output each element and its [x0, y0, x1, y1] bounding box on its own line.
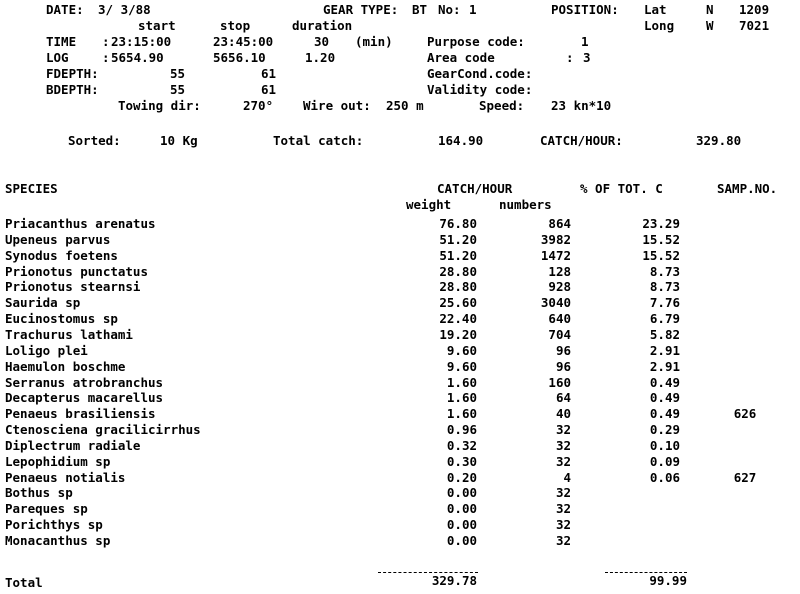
numbers-cell: 32 — [555, 533, 571, 548]
numbers-cell: 96 — [555, 342, 571, 358]
log-colon: : — [102, 50, 110, 65]
catch-hour-label: CATCH/HOUR: — [540, 133, 623, 148]
samp-no-cell: 627 — [733, 469, 757, 485]
weight-cell: 0.00 — [446, 485, 477, 501]
pct-cell: 7.76 — [649, 295, 680, 311]
weight-cell: 28.80 — [439, 263, 477, 279]
numbers-cell: 864 — [548, 216, 571, 231]
weight-cell: 0.96 — [446, 422, 477, 437]
log-label: LOG — [46, 50, 69, 65]
species-name: Pareques sp — [5, 501, 88, 517]
species-name: Prionotus punctatus — [5, 263, 148, 279]
species-name: Trachurus lathami — [5, 326, 133, 342]
total-catch-value: 164.90 — [438, 133, 484, 148]
total-pct: 99.99 — [649, 573, 687, 588]
gearcond-label: GearCond.code: — [427, 66, 533, 81]
date-value: 3/ 3/88 — [98, 2, 151, 17]
pct-cell: 0.10 — [649, 437, 680, 453]
area-colon: : — [566, 50, 574, 65]
pct-cell: 0.49 — [649, 390, 680, 406]
species-name: Ctenosciena gracilicirrhus — [5, 422, 201, 437]
log-start: 5654.90 — [111, 50, 164, 65]
numbers-cell: 32 — [555, 501, 571, 517]
species-column-header: SPECIES — [5, 181, 58, 196]
weight-cell: 9.60 — [446, 358, 477, 374]
pct-cell: 0.49 — [649, 406, 680, 422]
pct-cell: 6.79 — [649, 311, 680, 327]
weight-cell: 1.60 — [446, 390, 477, 406]
weight-subheader: weight — [406, 197, 452, 212]
bdepth-start: 55 — [170, 82, 186, 97]
area-value: 3 — [583, 50, 591, 65]
gear-type-label: GEAR TYPE: — [323, 2, 399, 17]
weight-cell: 19.20 — [439, 326, 477, 342]
samp-no-column-header: SAMP.NO. — [717, 181, 778, 196]
pct-cell: 23.29 — [642, 216, 680, 231]
pct-cell: 0.06 — [649, 469, 680, 485]
species-name: Diplectrum radiale — [5, 437, 141, 453]
species-name: Priacanthus arenatus — [5, 216, 156, 231]
lat-label: Lat — [644, 2, 667, 17]
samp-no-cell: 626 — [733, 406, 757, 422]
weight-cell: 51.20 — [439, 231, 477, 247]
numbers-cell: 32 — [555, 437, 571, 453]
time-stop: 23:45:00 — [213, 34, 274, 49]
bdepth-label: BDEPTH: — [46, 82, 99, 97]
towing-label: Towing dir: — [118, 98, 201, 113]
numbers-cell: 640 — [548, 311, 571, 327]
total-label: Total — [5, 575, 43, 590]
weight-cell: 0.00 — [446, 501, 477, 517]
catch-hour-column-header: CATCH/HOUR — [437, 181, 513, 196]
purpose-value: 1 — [581, 34, 589, 49]
fdepth-start: 55 — [170, 66, 186, 81]
total-weight: 329.78 — [431, 573, 477, 588]
numbers-cell: 32 — [555, 517, 571, 533]
species-name: Synodus foetens — [5, 247, 118, 263]
numbers-cell: 1472 — [540, 247, 571, 263]
pct-cell: 5.82 — [649, 326, 680, 342]
no-value: 1 — [469, 2, 477, 17]
species-name: Upeneus parvus — [5, 231, 111, 247]
numbers-cell: 160 — [548, 374, 571, 390]
weight-cell: 51.20 — [439, 247, 477, 263]
time-duration: 30 — [314, 34, 330, 49]
species-name: Saurida sp — [5, 295, 81, 311]
no-label: No: — [438, 2, 461, 17]
total-catch-label: Total catch: — [273, 133, 364, 148]
numbers-subheader: numbers — [499, 197, 552, 212]
numbers-cell: 64 — [555, 390, 571, 406]
catch-hour-value: 329.80 — [696, 133, 742, 148]
weight-cell: 0.00 — [446, 533, 477, 548]
validity-label: Validity code: — [427, 82, 533, 97]
purpose-label: Purpose code: — [427, 34, 525, 49]
species-name: Haemulon boschme — [5, 358, 126, 374]
log-stop: 5656.10 — [213, 50, 266, 65]
pct-cell: 0.29 — [649, 422, 680, 437]
numbers-cell: 96 — [555, 358, 571, 374]
time-start: 23:15:00 — [111, 34, 172, 49]
numbers-cell: 40 — [555, 406, 571, 422]
pct-cell: 15.52 — [642, 231, 680, 247]
numbers-cell: 928 — [548, 279, 571, 295]
date-label: DATE: — [46, 2, 84, 17]
numbers-cell: 128 — [548, 263, 571, 279]
pct-cell: 2.91 — [649, 342, 680, 358]
weight-cell: 25.60 — [439, 295, 477, 311]
species-name: Penaeus brasiliensis — [5, 406, 156, 422]
numbers-cell: 32 — [555, 485, 571, 501]
long-label: Long — [644, 18, 675, 33]
col-start-header: start — [138, 18, 176, 33]
species-name: Eucinostomus sp — [5, 311, 118, 327]
species-name: Prionotus stearnsi — [5, 279, 141, 295]
numbers-cell: 704 — [548, 326, 571, 342]
wire-value: 250 m — [386, 98, 424, 113]
long-value: 7021 — [739, 18, 770, 33]
numbers-cell: 3040 — [540, 295, 571, 311]
species-name: Bothus sp — [5, 485, 73, 501]
species-name: Porichthys sp — [5, 517, 103, 533]
time-unit: (min) — [355, 34, 393, 49]
fdepth-label: FDEPTH: — [46, 66, 99, 81]
pct-cell: 0.09 — [649, 453, 680, 469]
species-name: Monacanthus sp — [5, 533, 111, 548]
numbers-cell: 3982 — [540, 231, 571, 247]
species-name: Lepophidium sp — [5, 453, 111, 469]
position-label: POSITION: — [551, 2, 619, 17]
weight-cell: 0.32 — [446, 437, 477, 453]
species-name: Serranus atrobranchus — [5, 374, 164, 390]
weight-cell: 1.60 — [446, 406, 477, 422]
pct-column-header: % OF TOT. C — [580, 181, 663, 196]
weight-cell: 0.00 — [446, 517, 477, 533]
weight-cell: 9.60 — [446, 342, 477, 358]
lat-hemi: N — [706, 2, 714, 17]
speed-label: Speed: — [479, 98, 525, 113]
sorted-label: Sorted: — [68, 133, 121, 148]
pct-cell: 0.49 — [649, 374, 680, 390]
area-label: Area code — [427, 50, 495, 65]
weight-cell: 0.20 — [446, 469, 477, 485]
col-duration-header: duration — [292, 18, 353, 33]
towing-value: 270° — [243, 98, 274, 113]
species-name: Decapterus macarellus — [5, 390, 164, 406]
pct-cell: 2.91 — [649, 358, 680, 374]
pct-cell: 8.73 — [649, 279, 680, 295]
numbers-cell: 32 — [555, 422, 571, 437]
bdepth-stop: 61 — [261, 82, 277, 97]
log-duration: 1.20 — [305, 50, 336, 65]
wire-label: Wire out: — [303, 98, 371, 113]
long-hemi: W — [706, 18, 714, 33]
speed-value: 23 kn*10 — [551, 98, 612, 113]
numbers-cell: 32 — [555, 453, 571, 469]
sorted-value: 10 Kg — [160, 133, 198, 148]
time-colon: : — [102, 34, 110, 49]
weight-cell: 76.80 — [439, 216, 477, 231]
weight-cell: 0.30 — [446, 453, 477, 469]
lat-value: 1209 — [739, 2, 770, 17]
weight-cell: 28.80 — [439, 279, 477, 295]
species-name: Penaeus notialis — [5, 469, 126, 485]
weight-cell: 1.60 — [446, 374, 477, 390]
col-stop-header: stop — [220, 18, 251, 33]
gear-type-value: BT — [412, 2, 428, 17]
pct-cell: 8.73 — [649, 263, 680, 279]
time-label: TIME — [46, 34, 77, 49]
fdepth-stop: 61 — [261, 66, 277, 81]
species-name: Loligo plei — [5, 342, 88, 358]
weight-cell: 22.40 — [439, 311, 477, 327]
numbers-cell: 4 — [563, 469, 571, 485]
pct-cell: 15.52 — [642, 247, 680, 263]
